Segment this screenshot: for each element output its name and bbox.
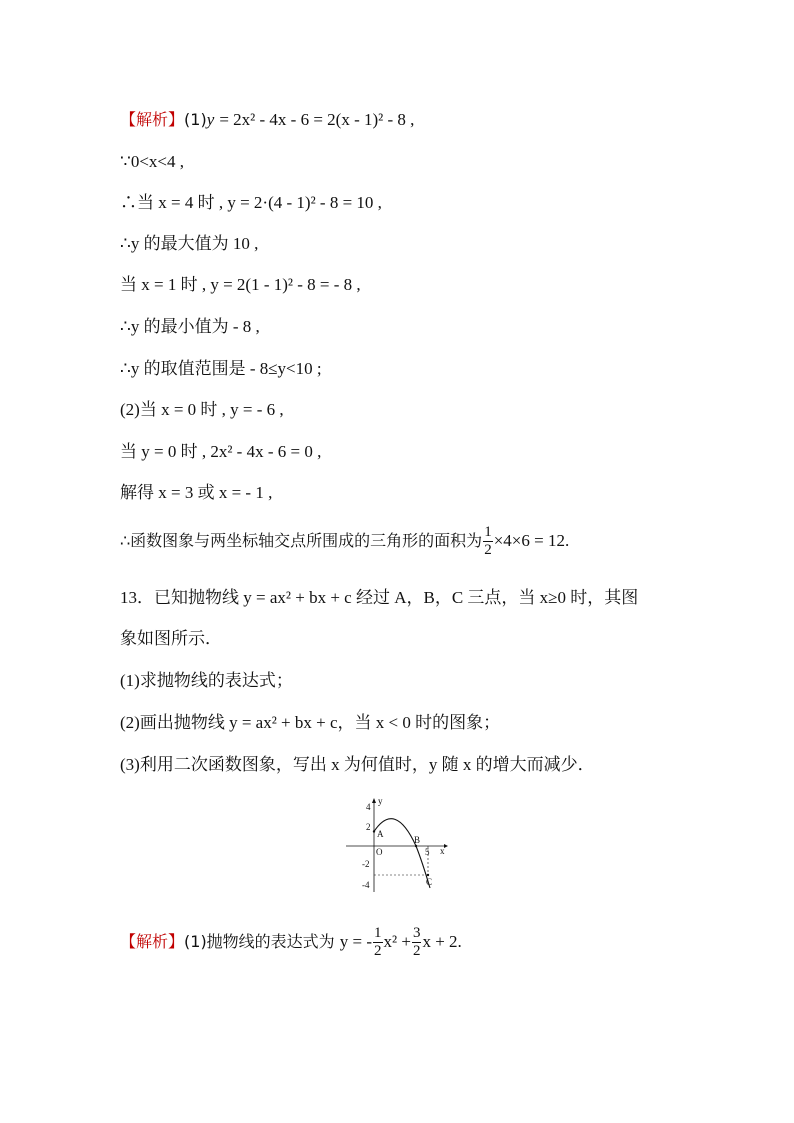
point-b-label: B xyxy=(414,835,421,845)
solution13-lhs: y = - xyxy=(339,932,373,951)
point-c-dot xyxy=(427,874,429,876)
solution13-prefix: (1)抛物线的表达式为 xyxy=(184,932,340,951)
problem13-question-2: (2)画出抛物线 y = ax² + bx + c，当 x < 0 时的图象； xyxy=(120,713,501,732)
problem13-question-1: (1)求抛物线的表达式； xyxy=(120,671,293,690)
solution13-line-1 xyxy=(120,922,462,962)
var-y: y xyxy=(206,110,215,129)
part1-label: (1) xyxy=(184,110,207,129)
point-b-dot xyxy=(415,845,417,847)
problem13-stem-line-2: 象如图所示． xyxy=(120,629,222,648)
solution12-line-7: ∴y 的取值范围是 - 8≤y<10 ; xyxy=(120,359,322,378)
solution12-line-3: ∴当 x = 4 时 , y = 2·(4 - 1)² - 8 = 10 , xyxy=(120,193,382,212)
tick-label-neg2: -2 xyxy=(362,859,370,869)
solution13-mid: x² + xyxy=(383,932,411,951)
solution12-line-9: 当 y = 0 时 , 2x² - 4x - 6 = 0 , xyxy=(120,442,322,461)
area-statement: ∴函数图象与两坐标轴交点所围成的三角形的面积为 xyxy=(120,531,483,550)
fraction-one-half: $\frac{1}{2}$ xyxy=(484,524,492,558)
fraction-one-half-coef: $\frac{1}{2}$ xyxy=(374,925,382,959)
solution12-line-8: (2)当 x = 0 时 , y = - 6 , xyxy=(120,400,284,419)
problem13-stem-line-1: 13．已知抛物线 y = ax² + bx + c 经过 A，B，C 三点，当 x≥0 时，其图 xyxy=(120,588,639,607)
problem13-question-3: (3)利用二次函数图象，写出 x 为何值时，y 随 x 的增大而减少． xyxy=(120,755,595,774)
analysis-tag-2: 【解析】 xyxy=(120,932,185,951)
solution12-line-5: 当 x = 1 时 , y = 2(1 - 1)² - 8 = - 8 , xyxy=(120,275,361,294)
fraction-three-half-coef: $\frac{3}{2}$ xyxy=(412,925,421,959)
solution12-line-1 xyxy=(120,109,414,131)
area-result: ×4×6 = 12. xyxy=(493,531,570,550)
solution12-line-6: ∴y 的最小值为 - 8 , xyxy=(120,317,260,336)
y-axis-label: y xyxy=(378,796,383,806)
analysis-tag: 【解析】 xyxy=(120,110,185,129)
expression-line-1: = 2x² - 4x - 6 = 2(x - 1)² - 8 , xyxy=(219,110,415,129)
solution12-line-4: ∴y 的最大值为 10 , xyxy=(120,234,259,253)
tick-label-5: 5 xyxy=(425,847,430,857)
solution12-line-2: ∵0<x<4 , xyxy=(120,152,184,171)
point-a-label: A xyxy=(377,829,384,839)
tick-label-neg4: -4 xyxy=(362,880,370,890)
x-axis-arrow xyxy=(444,844,448,848)
point-a-dot xyxy=(373,830,375,832)
origin-label: O xyxy=(376,847,383,857)
tick-label-2: 2 xyxy=(366,822,371,832)
solution13-tail: x + 2. xyxy=(422,932,462,951)
parabola-graph xyxy=(340,796,450,896)
point-c-label: C xyxy=(426,877,433,887)
solution12-line-10: 解得 x = 3 或 x = - 1 , xyxy=(120,483,273,502)
y-axis-arrow xyxy=(372,798,376,803)
solution12-line-11 xyxy=(120,524,569,559)
tick-label-4: 4 xyxy=(366,802,371,812)
x-axis-label: x xyxy=(440,846,445,856)
